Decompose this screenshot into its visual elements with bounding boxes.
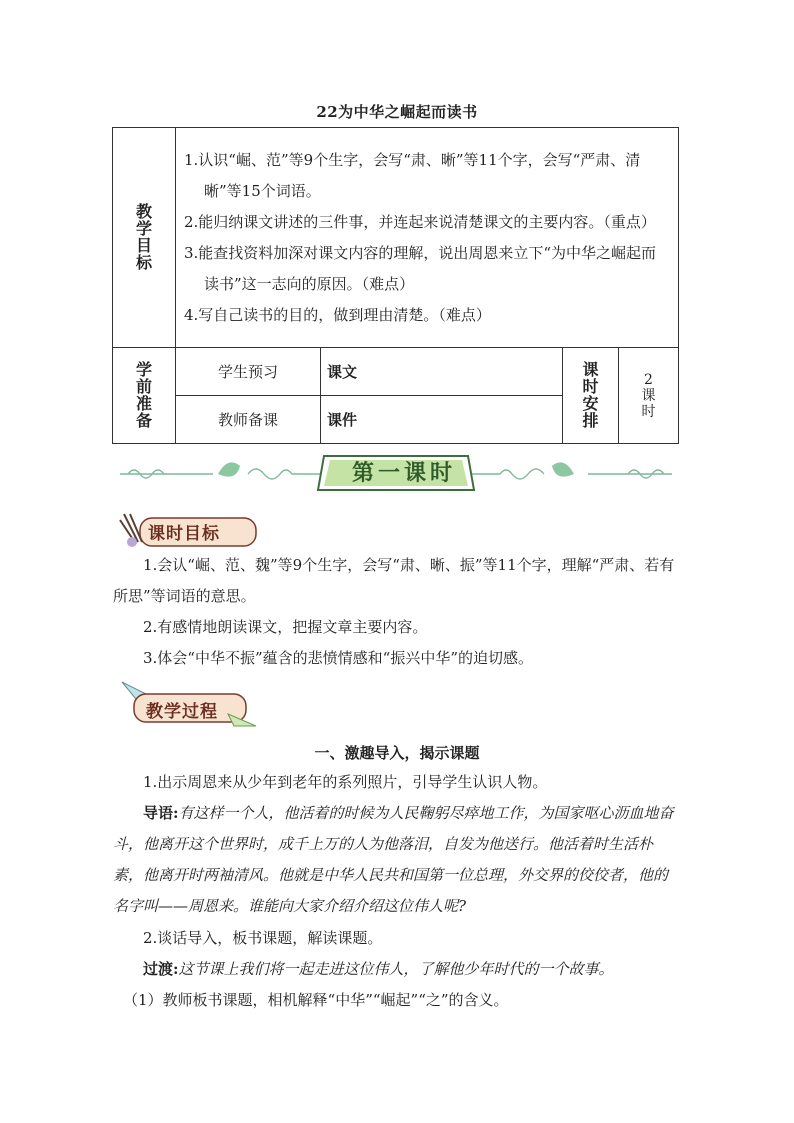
- substep-text: （1）教师板书课题，相机解释“中华”“崛起”“之”的含义。: [123, 991, 509, 1009]
- goal-item: 2.能归纳课文讲述的三件事，并连起来说清楚课文的主要内容。（重点）: [184, 213, 656, 231]
- page-title: 22为中华之崛起而读书: [316, 103, 478, 121]
- schedule-value-cell: [619, 348, 679, 444]
- lesson-goal: 2.有感情地朗读课文，把握文章主要内容。: [143, 618, 428, 636]
- process-badge-label: 教学过程: [146, 702, 218, 722]
- schedule-label-cell: [563, 348, 619, 444]
- intro-paragraph: [113, 798, 679, 922]
- lesson-goal: 1.会认“崛、范、魏”等9个生字，会写“肃、晰、振”等11个字，理解“严肃、若有所思”等词语的意思。: [113, 556, 675, 605]
- lesson-title: 第一课时: [351, 460, 456, 486]
- prep-row-student: [113, 348, 679, 396]
- goal-item: 4.写自己读书的目的，做到理由清楚。（难点）: [184, 306, 491, 324]
- section-heading: 一、激趣导入，揭示课题: [314, 744, 480, 762]
- teacher-label: 教师备课: [176, 396, 321, 444]
- goal-item: 3.能查找资料加深对课文内容的理解，说出周恩来立下“为中华之崛起而读书”这一志向的原因。（难点）: [184, 244, 656, 293]
- leaf-icon: [552, 462, 574, 476]
- transition-text: 这节课上我们将一起走进这位伟人，了解他少年时代的一个故事。: [178, 960, 614, 978]
- goals-label-cell: [113, 128, 176, 348]
- schedule-label: 课时安排: [582, 360, 599, 430]
- transition-label: 过渡:: [143, 960, 179, 978]
- intro-text: 有这样一个人，他活着的时候为人民鞠躬尽瘁地工作，为国家呕心沥血地奋斗，他离开这个世界时，成千上万的人为他落泪，自发为他送行。他活着时生活朴素，他离开时两袖清风。他就是中华人民共和国第一位总理，外交界的佼佼者，他的名字叫——周恩来。谁能向大家介绍介绍这位伟人呢?: [113, 804, 674, 915]
- intro-label: 导语:: [143, 804, 179, 822]
- goals-row: [113, 128, 679, 348]
- lesson-goal: 3.体会“中华不振”蕴含的悲愤情感和“振兴中华”的迫切感。: [143, 649, 533, 667]
- teacher-value: 课件: [321, 396, 563, 444]
- student-value: 课文: [321, 348, 563, 396]
- student-label: 学生预习: [176, 348, 321, 396]
- lesson-plan-table: [112, 127, 679, 444]
- transition-paragraph: [113, 954, 679, 985]
- leaf-icon: [218, 462, 240, 476]
- schedule-value: 2课时: [641, 371, 656, 420]
- goals-badge-label: 课时目标: [148, 524, 220, 544]
- step-text: 2.谈话导入，板书课题，解读课题。: [143, 929, 383, 947]
- prep-label-cell: [113, 348, 176, 444]
- goal-item: 1.认识“崛、范”等9个生字，会写“肃、晰”等11个字，会写“严肃、清晰”等15个词语。: [184, 151, 641, 200]
- goals-label: 教学目标: [136, 202, 153, 272]
- prep-label: 学前准备: [136, 360, 153, 430]
- step-text: 1.出示周恩来从少年到老年的系列照片，引导学生认识人物。: [143, 773, 548, 791]
- goals-cell: [176, 128, 679, 348]
